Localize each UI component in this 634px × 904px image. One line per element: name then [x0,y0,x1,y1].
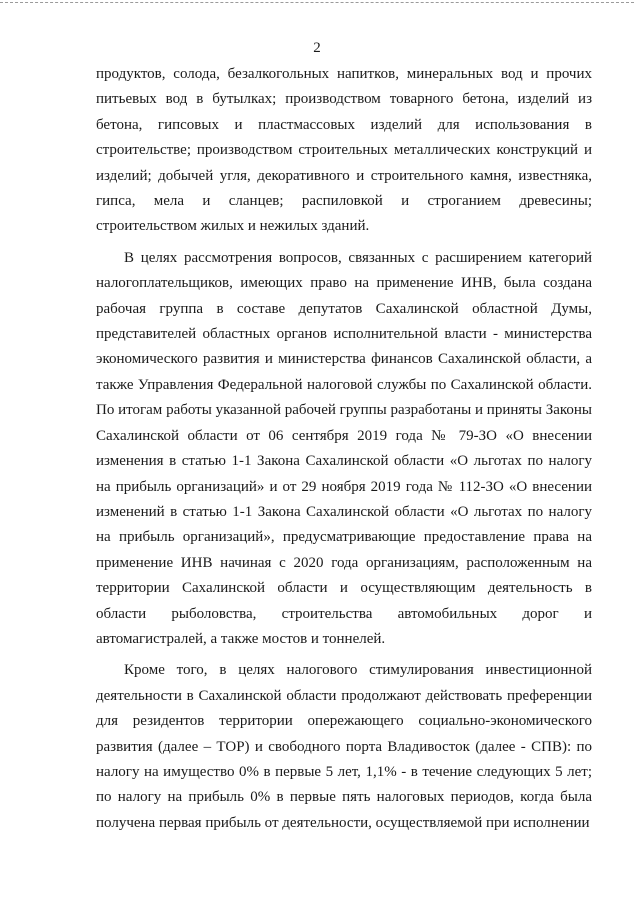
scan-edge-line [0,2,634,3]
paragraph-continued: продуктов, солода, безалкогольных напитков, минеральных вод и прочих питьевых вод в бутылках; производством товарного бетона, изделий из бетона, гипсовых и пластмассовых изделий для использования в строительстве; производством строительных металлических конструкций и изделий; добычей угля, декоративного и строительного камня, известняка, гипса, мела и сланцев; распиловкой и строганием древесины; строительством жилых и нежилых зданий. [96,66,592,235]
paragraph-tor-spv: Кроме того, в целях налогового стимулирования инвестиционной деятельности в Сахалинской области продолжают действовать преференции для резидентов территории опережающего социально-экономического развития (далее – ТОР) и свободного порта Владивосток (далее - СПВ): по налогу на имущество 0% в первые 5 лет, 1,1% - в течение следующих 5 лет; по налогу на прибыль 0% в первые пять налоговых периодов, когда была получена первая прибыль от деятельности, осуществляемой при исполнении [96,662,592,831]
paragraph-working-group: В целях рассмотрения вопросов, связанных с расширением категорий налогоплательщиков, имеющих право на применение ИНВ, была создана рабочая группа в составе депутатов Сахалинской областной Думы, представителей областных органов исполнительной власти - министерства экономического развития и министерства финансов Сахалинской области, а также Управления Федеральной налоговой службы по Сахалинской области. По итогам работы указанной рабочей группы разработаны и приняты Законы Сахалинской области от 06 сентября 2019 года № 79-ЗО «О внесении изменения в статью 1-1 Закона Сахалинской области «О льготах по налогу на прибыль организаций» и от 29 ноября 2019 года № 112-ЗО «О внесении изменений в статью 1-1 Закона Сахалинской области «О льготах по налогу на прибыль организаций», предусматривающие предоставление права на применение ИНВ начиная с 2020 года организациям, расположенным на территории Сахалинской области и осуществляющим деятельность в области рыболовства, строительства автомобильных дорог и автомагистралей, а также мостов и тоннелей. [96,249,592,647]
page-number: 2 [313,40,321,56]
document-body [96,62,592,836]
